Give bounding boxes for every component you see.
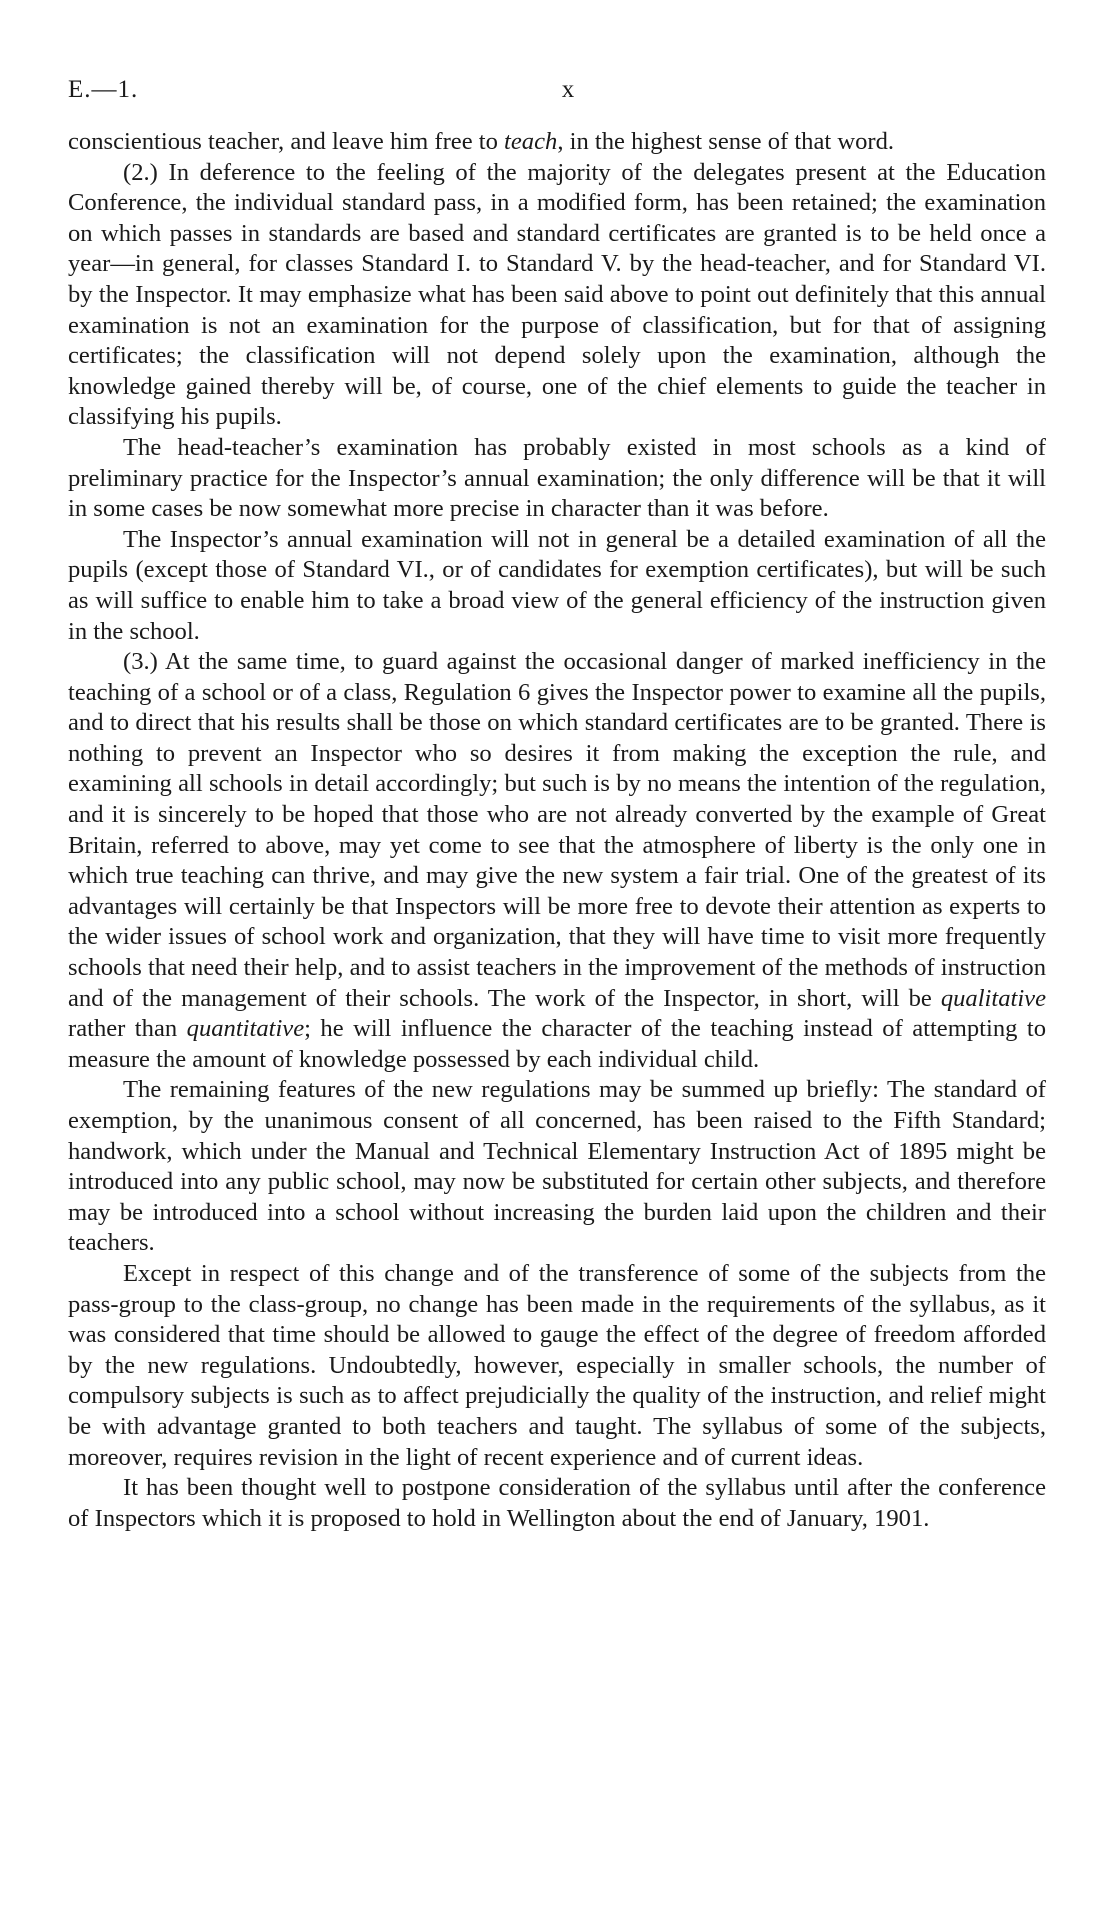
text-run: It has been thought well to postpone consideration of the syllabus until after the conference of Inspectors which it is proposed to hold in Wellington about the end of January, 1901. — [68, 1474, 1046, 1532]
document-body — [68, 127, 1046, 1534]
page-header — [68, 70, 1046, 110]
paragraph-head-teacher-exam — [68, 433, 1046, 525]
text-run: rather than — [68, 1015, 187, 1043]
page-number: x — [561, 76, 575, 103]
paragraph-standard-pass — [68, 158, 1046, 433]
paragraph-inspector-exam — [68, 525, 1046, 647]
document-code: E.—1. — [68, 76, 139, 103]
italic-text-run: qualitative — [940, 984, 1046, 1012]
text-run: The remaining features of the new regulations may be summed up briefly: The standard of exemption, by the unanimous consent of all concerned, has been raised to the Fifth Standard; handwork, which under the Manual and Technical Elementary Instruction Act of 1895 might be introduced into any public school, may now be substituted for certain other subjects, and therefore may be introduced into a school without increasing the burden laid upon the children and their teachers. — [68, 1076, 1046, 1257]
paragraph-postpone-syllabus — [68, 1473, 1046, 1534]
paragraph-remaining-features — [68, 1075, 1046, 1259]
text-run: (2.) In deference to the feeling of the majority of the delegates present at the Education Conference, the individual standard pass, in a modified form, has been retained; the examination on which passes in standards are based and standard certificates are granted is to be held once a year—in general, for classes Standard I. to Standard V. by the head-teacher, and for Standard VI. by the Inspector. It may emphasize what has been said above to point out definitely that this annual examination is not an examination for the purpose of classification, but for that of assigning certificates; the classification will not depend solely upon the examination, although the knowledge gained thereby will be, of course, one of the chief elements to guide the teacher in classifying his pupils. — [68, 158, 1046, 431]
italic-text-run: quantitative — [186, 1015, 305, 1043]
text-run: The head-teacher’s examination has probably existed in most schools as a kind of preliminary practice for the Inspector’s annual examination; the only difference will be that it will in some cases be now somewhat more precise in character than it was before. — [68, 433, 1046, 523]
text-run: conscientious teacher, and leave him free to — [68, 128, 505, 155]
paragraph-regulation-6 — [68, 647, 1046, 1075]
text-run: (3.) At the same time, to guard against the occasional danger of marked inefficiency in the teaching of a school or of a class, Regulation 6 gives the Inspector power to examine all the pupils, and to direct that his results shall be those on which standard certificates are to be granted. There is nothing to prevent an Inspector who so desires it from making the exception the rule, and examining all schools in detail accordingly; but such is by no means the intention of the regulation, and it is sincerely to be hoped that those who are not already converted by the example of Great Britain, referred to above, may yet come to see that the atmosphere of liberty is the only one in which true teaching can thrive, and may give the new system a fair trial. One of the greatest of its advantages will certainly be that Inspectors will be more free to devote their attention as experts to the wider issues of school work and organization, that they will have time to visit more frequently schools that need their help, and to assist teachers in the improvement of the methods of instruction and of the management of their schools. The work of the Inspector, in short, will be — [68, 648, 1046, 1012]
paragraph-syllabus-requirements — [68, 1259, 1046, 1473]
text-run: , in the highest sense of that word. — [557, 128, 895, 155]
text-run: The Inspector’s annual examination will not in general be a detailed examination of all the pupils (except those of Standard VI., or of candidates for exemption certificates), but will be such as will suffice to enable him to take a broad view of the general efficiency of the instruction given in the school. — [68, 525, 1046, 645]
text-run: Except in respect of this change and of the transference of some of the subjects from the pass-group to the class-group, no change has been made in the requirements of the syllabus, as it was considered that time should be allowed to gauge the effect of the degree of freedom afforded by the new regulations. Undoubtedly, however, especially in smaller schools, the number of compulsory subjects is such as to affect prejudicially the quality of the instruction, and relief might be with advantage granted to both teachers and taught. The syllabus of some of the subjects, moreover, requires revision in the light of recent experience and of current ideas. — [68, 1259, 1046, 1471]
paragraph-continued — [68, 127, 1046, 158]
text-run: ; he will influence the character of the teaching instead of attempting to measure the amount of knowledge possessed by each individual child. — [68, 1015, 1047, 1073]
italic-text-run: teach — [504, 128, 558, 155]
